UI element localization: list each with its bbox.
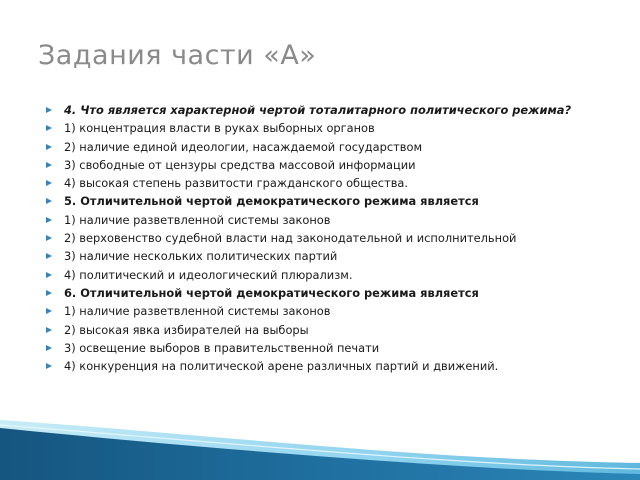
answer-item <box>46 323 586 338</box>
bullet-icon <box>46 345 52 351</box>
item-text: 1) наличие разветвленной системы законов <box>64 304 331 319</box>
item-text: 4) высокая степень развитости гражданского общества. <box>64 176 409 191</box>
question-item <box>46 103 586 118</box>
item-text: 4) политический и идеологический плюрализм. <box>64 267 353 282</box>
answer-item <box>46 213 586 228</box>
bullet-icon <box>46 144 52 150</box>
task-list <box>46 103 586 377</box>
bullet-icon <box>46 125 52 131</box>
bullet-icon <box>46 308 52 314</box>
answer-item <box>46 268 586 283</box>
answer-item <box>46 176 586 191</box>
item-text: 1) концентрация власти в руках выборных органов <box>64 121 375 136</box>
item-text: 3) свободные от цензуры средства массовой информации <box>64 157 416 172</box>
item-text: 2) верховенство судебной власти над законодательной и исполнительной <box>64 231 517 246</box>
bullet-icon <box>46 217 52 223</box>
item-text: 3) освещение выборов в правительственной печати <box>64 340 380 355</box>
item-text: 6. Отличительной чертой демократического режима является <box>64 285 479 300</box>
answer-item <box>46 249 586 264</box>
bullet-icon <box>46 290 52 296</box>
bullet-icon <box>46 253 52 259</box>
answer-item <box>46 121 586 136</box>
bullet-icon <box>46 272 52 278</box>
bullet-icon <box>46 235 52 241</box>
answer-item <box>46 359 586 374</box>
answer-item <box>46 158 586 173</box>
question-item <box>46 194 586 209</box>
bullet-icon <box>46 180 52 186</box>
bullet-icon <box>46 107 52 113</box>
item-text: 1) наличие разветвленной системы законов <box>64 212 331 227</box>
answer-item <box>46 341 586 356</box>
bullet-icon <box>46 363 52 369</box>
item-text: 3) наличие нескольких политических партий <box>64 249 338 264</box>
answer-item <box>46 304 586 319</box>
bullet-icon <box>46 327 52 333</box>
answer-item <box>46 140 586 155</box>
question-item <box>46 286 586 301</box>
item-text: 2) наличие единой идеологии, насаждаемой государством <box>64 139 423 154</box>
bullet-icon <box>46 162 52 168</box>
slide-title: Задания части «А» <box>38 40 317 71</box>
bullet-icon <box>46 198 52 204</box>
answer-item <box>46 231 586 246</box>
item-text: 4. Что является характерной чертой тоталитарного политического режима? <box>64 103 572 117</box>
decorative-wave <box>0 390 640 480</box>
item-text: 4) конкуренция на политической арене различных партий и движений. <box>64 359 499 374</box>
item-text: 2) высокая явка избирателей на выборы <box>64 322 309 337</box>
item-text: 5. Отличительной чертой демократического режима является <box>64 194 479 209</box>
